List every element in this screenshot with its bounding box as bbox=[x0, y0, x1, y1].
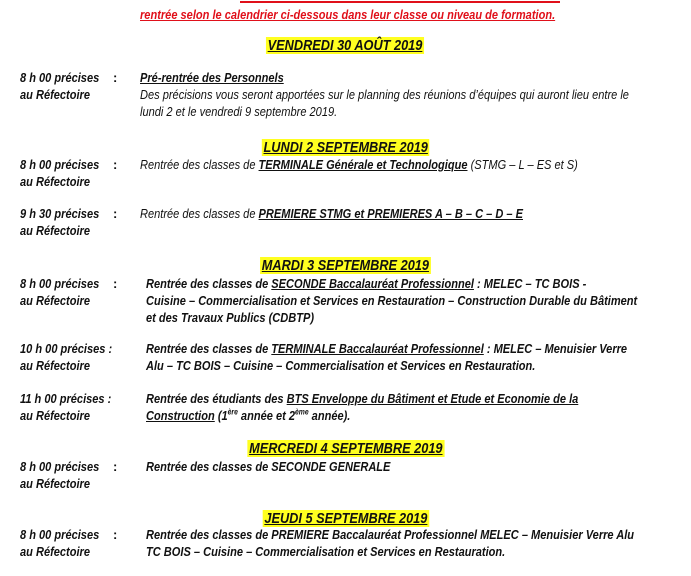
entry-place: au Réfectoire bbox=[20, 223, 91, 238]
text-segment: Cuisine – Commercialisation et Services en Restauration – Construction Durable du Bâtiment bbox=[146, 293, 638, 308]
date-heading bbox=[0, 257, 691, 275]
entry-description-line bbox=[146, 276, 586, 292]
text-segment: ème bbox=[294, 407, 309, 417]
entry-time: 10 h 00 précises : bbox=[20, 341, 113, 356]
emphasized-text: TERMINALE Baccalauréat Professionnel bbox=[271, 341, 484, 356]
entry-description-line bbox=[146, 358, 535, 374]
text-segment: Rentrée des classes de SECONDE GENERALE bbox=[146, 459, 391, 474]
entry-place: au Réfectoire bbox=[20, 87, 91, 102]
text-segment: (STMG – L – ES et S) bbox=[467, 157, 578, 172]
text-segment: ère bbox=[227, 407, 238, 417]
entry-place: au Réfectoire bbox=[20, 358, 91, 373]
text-segment: TC BOIS – Cuisine – Commercialisation et Services en Restauration. bbox=[146, 544, 506, 559]
entry-time: 11 h 00 précises : bbox=[20, 391, 112, 406]
entry-place: au Réfectoire bbox=[20, 293, 91, 308]
entry-colon: : bbox=[113, 527, 118, 542]
entry-description-line bbox=[146, 391, 578, 407]
entry-description-line bbox=[146, 341, 627, 357]
text-segment: : MELEC – TC BOIS - bbox=[473, 276, 587, 291]
entry-place: au Réfectoire bbox=[20, 174, 91, 189]
entry-description-line bbox=[140, 104, 337, 120]
date-heading-text: LUNDI 2 SEPTEMBRE 2019 bbox=[263, 139, 428, 156]
text-segment: Alu – TC BOIS – Cuisine – Commercialisation et Services en Restauration. bbox=[146, 358, 536, 373]
entry-colon: : bbox=[113, 459, 118, 474]
text-segment: (1 bbox=[214, 408, 228, 423]
entry-colon: : bbox=[113, 157, 118, 172]
entry-time: 9 h 30 précises bbox=[20, 206, 100, 221]
text-segment: Rentrée des classes de bbox=[146, 341, 272, 356]
date-heading bbox=[0, 510, 691, 528]
entry-time: 8 h 00 précises bbox=[20, 70, 100, 85]
entry-description-line bbox=[140, 157, 578, 173]
entry-description-line bbox=[146, 459, 390, 475]
entry-time: 8 h 00 précises bbox=[20, 459, 100, 474]
entry-description-line bbox=[140, 87, 629, 103]
text-segment: lundi 2 et le vendredi 9 septembre 2019. bbox=[140, 104, 338, 119]
entry-colon: : bbox=[113, 276, 118, 291]
entry-place: au Réfectoire bbox=[20, 408, 91, 423]
entry-place: au Réfectoire bbox=[20, 476, 91, 491]
date-heading-text: MERCREDI 4 SEPTEMBRE 2019 bbox=[248, 440, 443, 457]
emphasized-text: TERMINALE Générale et Technologique bbox=[258, 157, 468, 172]
date-heading-text: VENDREDI 30 AOÛT 2019 bbox=[268, 37, 423, 54]
intro-notice: rentrée selon le calendrier ci-dessous dans leur classe ou niveau de formation. bbox=[140, 7, 556, 22]
entry-description-line bbox=[146, 408, 350, 424]
text-segment: Rentrée des classes de bbox=[146, 276, 272, 291]
entry-description-line bbox=[146, 293, 637, 309]
date-heading bbox=[0, 440, 691, 458]
text-segment: Rentrée des classes de bbox=[140, 157, 259, 172]
red-underline-fragment bbox=[240, 1, 560, 3]
entry-description-line bbox=[146, 527, 634, 543]
text-segment: Rentrée des classes de PREMIERE Baccalauréat Professionnel MELEC – Menuisier Verre Alu bbox=[146, 527, 635, 542]
date-heading bbox=[0, 37, 691, 55]
entry-description-line bbox=[146, 544, 505, 560]
text-segment: Des précisions vous seront apportées sur le planning des réunions d’équipes qui auront lieu entre le bbox=[140, 87, 629, 102]
emphasized-text: SECONDE Baccalauréat Professionnel bbox=[271, 276, 474, 291]
text-segment: et des Travaux Publics (CDBTP) bbox=[146, 310, 315, 325]
text-segment: année). bbox=[308, 408, 351, 423]
date-heading bbox=[0, 139, 691, 157]
date-heading-text: MARDI 3 SEPTEMBRE 2019 bbox=[261, 257, 430, 274]
text-segment: Rentrée des étudiants des bbox=[146, 391, 287, 406]
emphasized-text: BTS Enveloppe du Bâtiment et Etude et Economie de la bbox=[286, 391, 579, 406]
entry-time: 8 h 00 précises bbox=[20, 276, 100, 291]
text-segment: : MELEC – Menuisier Verre bbox=[483, 341, 628, 356]
entry-time: 8 h 00 précises bbox=[20, 157, 100, 172]
text-segment: Rentrée des classes de bbox=[140, 206, 259, 221]
entry-description-line bbox=[140, 70, 284, 86]
entry-description-line bbox=[140, 206, 523, 222]
emphasized-text: PREMIERE STMG et PREMIERES A – B – C – D – E bbox=[258, 206, 523, 221]
entry-description-line bbox=[146, 310, 314, 326]
entry-colon: : bbox=[113, 206, 118, 221]
entry-place: au Réfectoire bbox=[20, 544, 91, 559]
entry-colon: : bbox=[113, 70, 118, 85]
date-heading-text: JEUDI 5 SEPTEMBRE 2019 bbox=[264, 510, 427, 527]
entry-time: 8 h 00 précises bbox=[20, 527, 100, 542]
text-segment: année et 2 bbox=[237, 408, 295, 423]
emphasized-text: Construction bbox=[146, 408, 215, 423]
emphasized-text: Pré-rentrée des Personnels bbox=[140, 70, 284, 85]
